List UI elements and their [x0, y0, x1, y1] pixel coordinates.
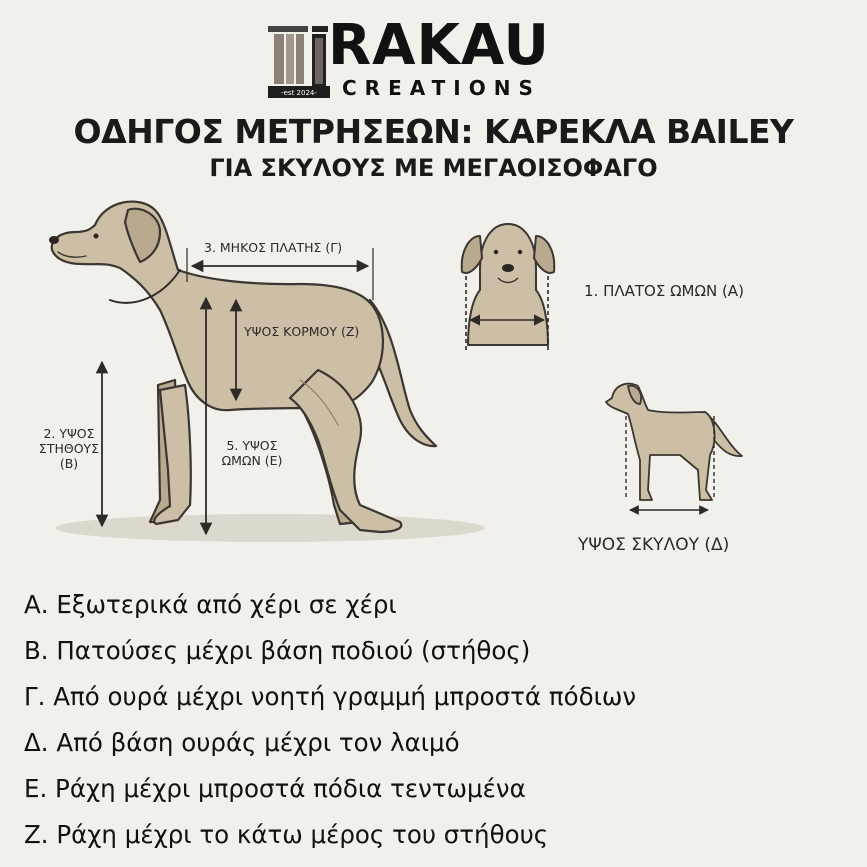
note-item-f: Ζ. Ράχη μέχρι το κάτω μέρος του στήθους	[24, 820, 549, 849]
note-item-c: Γ. Από ουρά μέχρι νοητή γραμμή μπροστά πόδιων	[24, 682, 637, 711]
brand-name: RAKAU	[328, 13, 550, 78]
shoulder-height-label-line-2: ΩΜΩΝ (Ε)	[221, 453, 283, 468]
shoulder-height-label	[214, 438, 290, 468]
established-text: -est 2024-	[281, 89, 317, 97]
note-item-b: Β. Πατούσες μέχρι βάση ποδιού (στήθος)	[24, 636, 531, 665]
shoulder-width-label: 1. ΠΛΑΤΟΣ ΩΜΩΝ (Α)	[584, 282, 744, 300]
dog-height-label: ΥΨΟΣ ΣΚΥΛΟΥ (Δ)	[578, 535, 730, 555]
chest-height-label-line-2: ΣΤΗΘΟΥΣ	[38, 441, 100, 456]
note-item-d: Δ. Από βάση ουράς μέχρι τον λαιμό	[24, 728, 460, 757]
chest-height-label	[34, 426, 104, 471]
back-length-label: 3. ΜΗΚΟΣ ΠΛΑΤΗΣ (Γ)	[204, 240, 343, 255]
chest-height-label-line-1: 2. ΥΨΟΣ	[43, 426, 95, 441]
measurement-notes-list	[24, 582, 636, 858]
page-title: ΟΔΗΓΟΣ ΜΕΤΡΗΣΕΩΝ: ΚΑΡΕΚΛΑ BAILEY	[73, 112, 794, 151]
shoulder-height-label-line-1: 5. ΥΨΟΣ	[226, 438, 278, 453]
ground-shadow	[55, 514, 485, 542]
note-item-a: Α. Εξωτερικά από χέρι σε χέρι	[24, 590, 397, 619]
brand-tagline: CREATIONS	[342, 76, 541, 100]
note-item-e: Ε. Ράχη μέχρι μπροστά πόδια τεντωμένα	[24, 774, 526, 803]
chest-height-label-line-3: (Β)	[59, 456, 79, 471]
page-subtitle: ΓΙΑ ΣΚΥΛΟΥΣ ΜΕ ΜΕΓΑΟΙΣΟΦΑΓΟ	[209, 154, 658, 182]
torso-height-label: ΥΨΟΣ ΚΟΡΜΟΥ (Ζ)	[244, 324, 360, 339]
dog-front-view	[462, 224, 555, 345]
